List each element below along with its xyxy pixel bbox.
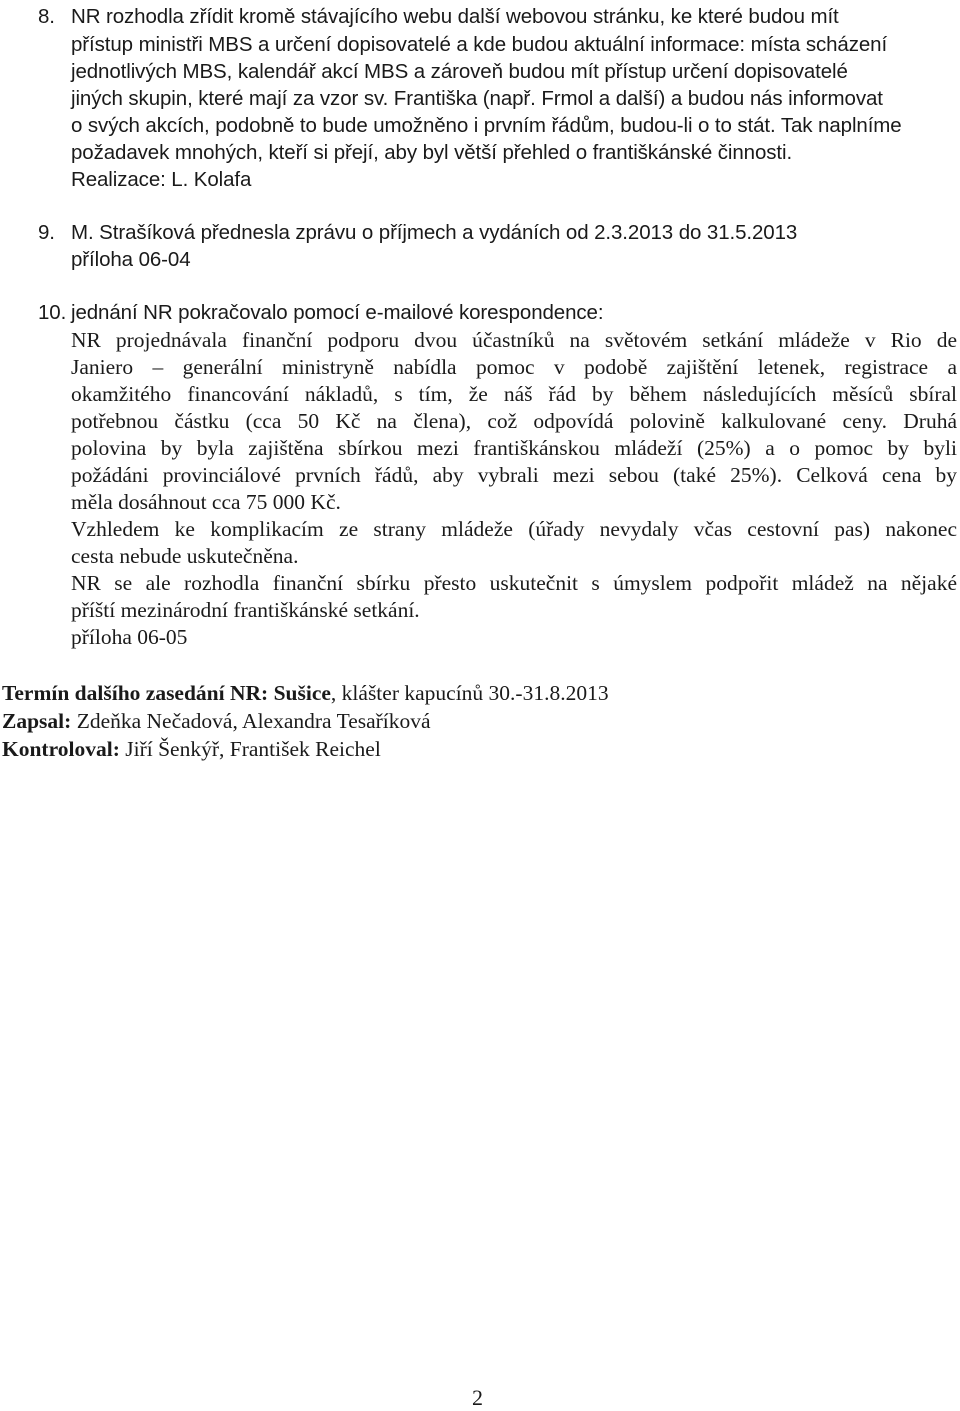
next-meeting-place: Sušice [273,681,331,705]
checked-by-names: Jiří Šenkýř, František Reichel [119,737,381,761]
page-number: 2 [472,1385,483,1410]
item-9-attachment: příloha 06-04 [71,248,191,271]
item-10-line: příští mezinárodní františkánské setkání. [71,598,420,622]
item-10-line: NR se ale rozhodla finanční sbírku přesto uskutečnit s úmyslem podpořit mládež na nějaké [71,571,957,595]
item-8-line: NR rozhodla zřídit kromě stávajícího webu další webovou stránku, ke které budou mít [71,5,839,28]
item-8-realizace: Realizace: L. Kolafa [71,168,252,191]
checked-by-label: Kontroloval: [2,737,120,761]
item-10-line: okamžitého financování nákladů, s tím, že náš řád by během následujících měsíců sbíral [71,382,957,406]
item-10-attachment: příloha 06-05 [71,625,188,649]
item-8-line: přístup ministři MBS a určení dopisovatelé a kde budou aktuální informace: místa scházení [71,33,888,56]
item-10-line: Vzhledem ke komplikacím ze strany mládeže (úřady nevydaly včas cestovní pas) nakonec [71,517,957,541]
item-10-line: NR projednávala finanční podporu dvou účastníků na světovém setkání mládeže v Rio de [71,328,957,352]
item-8-line: o svých akcích, podobně to bude umožněno i prvním řádům, budou-li o to stát. Tak naplníme [71,114,902,137]
item-9-line: M. Strašíková přednesla zprávu o příjmech a vydáních od 2.3.2013 do 31.5.2013 [71,221,798,244]
item-8-line: jiných skupin, které mají za vzor sv. Františka (např. Frmol a další) a budou nás informovat [71,87,883,110]
item-10-number: 10. [38,301,67,324]
item-10-line: požádáni provinciálové prvních řádů, aby vybrali mezi sebou (také 25%). Celková cena by [71,463,957,487]
next-meeting-label: Termín dalšího zasedání NR: [2,681,269,705]
item-9-number: 9. [38,221,55,244]
item-10-line: cesta nebude uskutečněna. [71,544,299,568]
item-10-line: polovina by byla zajištěna sbírkou mezi františkánskou mládeží (25%) a o pomoc by byli [71,436,957,460]
item-10-intro: jednání NR pokračovalo pomocí e-mailové korespondence: [71,301,604,324]
item-8-number: 8. [38,5,55,28]
next-meeting-details: , klášter kapucínů 30.-31.8.2013 [330,681,609,705]
recorded-by [2,708,431,734]
recorded-by-label: Zapsal: [2,709,72,733]
recorded-by-names: Zdeňka Nečadová, Alexandra Tesaříková [71,709,431,733]
checked-by [2,736,381,762]
item-10-line: měla dosáhnout cca 75 000 Kč. [71,490,341,514]
next-meeting [2,680,609,706]
item-10-line: Janiero – generální ministryně nabídla pomoc v podobě zajištění letenek, registrace a [71,355,957,379]
item-8-line: požadavek mnohých, kteří si přejí, aby byl větší přehled o františkánské činnosti. [71,141,793,164]
item-8-line: jednotlivých MBS, kalendář akcí MBS a zároveň budou mít přístup určení dopisovatelé [71,60,848,83]
item-10-line: potřebnou částku (cca 50 Kč na člena), což odpovídá polovině kalkulované ceny. Druhá [71,409,957,433]
